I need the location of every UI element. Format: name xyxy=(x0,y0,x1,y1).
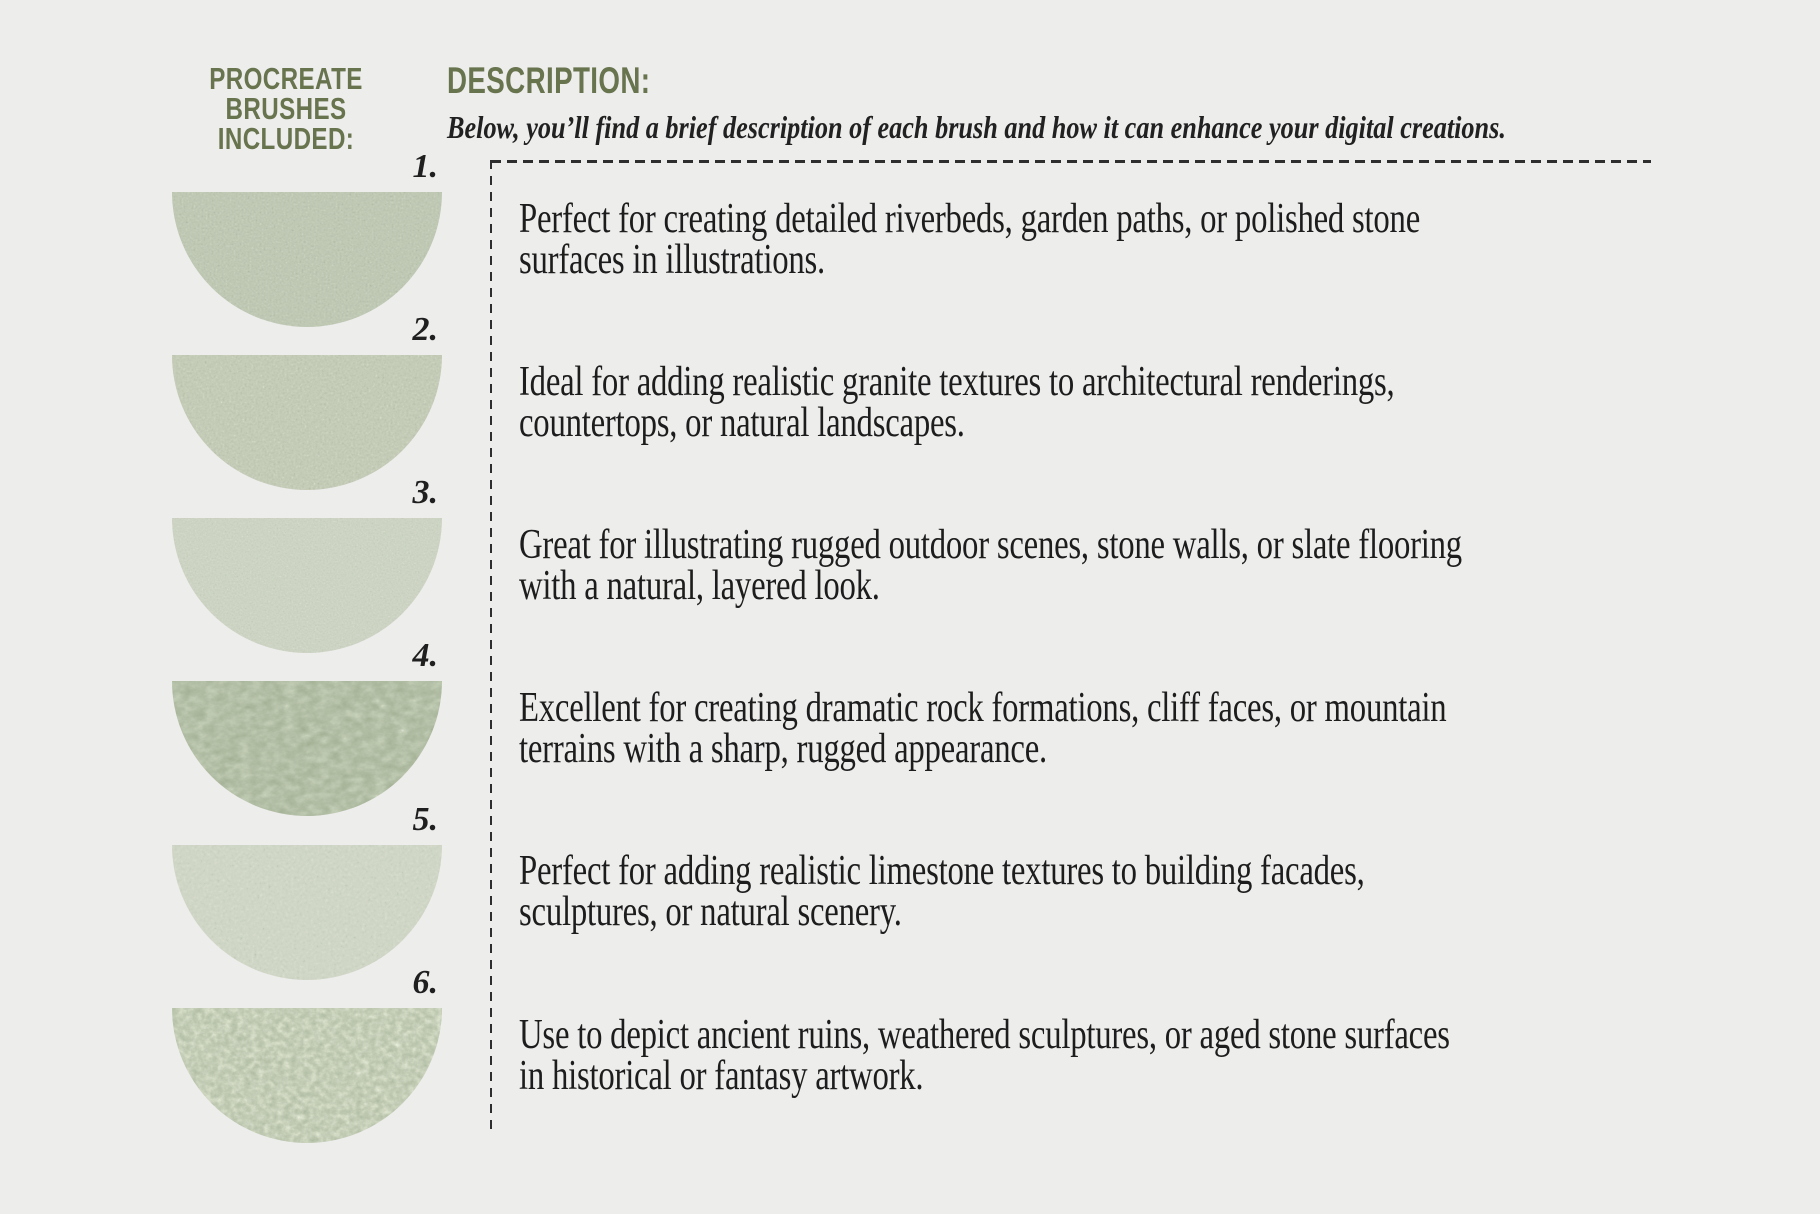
brushes-included-heading-line1: PROCREATE xyxy=(209,61,363,96)
brush-description-3-line1: Great for illustrating rugged outdoor scenes, stone walls, or slate flooring xyxy=(519,522,1462,568)
brush-number-2: 2. xyxy=(412,311,438,348)
brush-texture-thumbnail-4 xyxy=(172,681,442,816)
brush-texture-thumbnail-6 xyxy=(172,1008,442,1143)
brush-description-1-line1: Perfect for creating detailed riverbeds, garden paths, or polished stone xyxy=(519,196,1421,242)
brushes-included-heading xyxy=(180,61,392,156)
brush-texture-thumbnail-3 xyxy=(172,518,442,653)
description-subtitle: Below, you’ll find a brief description of each brush and how it can enhance your digital creations. xyxy=(447,109,1506,145)
brush-texture-thumbnail-2 xyxy=(172,355,442,490)
brush-description-5-line1: Perfect for adding realistic limestone textures to building facades, xyxy=(519,848,1365,894)
brush-description-6-line1: Use to depict ancient ruins, weathered sculptures, or aged stone surfaces xyxy=(519,1012,1450,1058)
description-heading: DESCRIPTION: xyxy=(447,60,651,101)
brush-description-1 xyxy=(519,196,1421,283)
brush-description-5-line2: sculptures, or natural scenery. xyxy=(519,889,902,935)
brush-description-2-line1: Ideal for adding realistic granite textures to architectural renderings, xyxy=(519,359,1395,405)
brush-number-5: 5. xyxy=(412,801,438,838)
brush-number-3: 3. xyxy=(412,474,438,511)
brush-description-2-line2: countertops, or natural landscapes. xyxy=(519,400,965,446)
brushes-included-heading-line2: BRUSHES INCLUDED: xyxy=(217,91,355,156)
brush-description-6-line2: in historical or fantasy artwork. xyxy=(519,1053,924,1099)
brush-description-4-line2: terrains with a sharp, rugged appearance. xyxy=(519,726,1047,772)
brush-description-4 xyxy=(519,685,1447,772)
brush-number-6: 6. xyxy=(412,964,438,1001)
brush-description-3-line2: with a natural, layered look. xyxy=(519,563,880,609)
brush-description-6 xyxy=(519,1012,1450,1099)
vertical-dashed-rule xyxy=(490,160,492,1133)
brush-description-5 xyxy=(519,848,1365,935)
brush-description-3 xyxy=(519,522,1462,609)
brush-description-2 xyxy=(519,359,1395,446)
brush-number-1: 1. xyxy=(412,148,438,185)
horizontal-dashed-rule xyxy=(491,160,1651,163)
brush-texture-thumbnail-1 xyxy=(172,192,442,327)
brush-number-4: 4. xyxy=(412,637,438,674)
brush-texture-thumbnail-5 xyxy=(172,845,442,980)
brush-description-4-line1: Excellent for creating dramatic rock formations, cliff faces, or mountain xyxy=(519,685,1447,731)
brush-description-1-line2: surfaces in illustrations. xyxy=(519,237,825,283)
